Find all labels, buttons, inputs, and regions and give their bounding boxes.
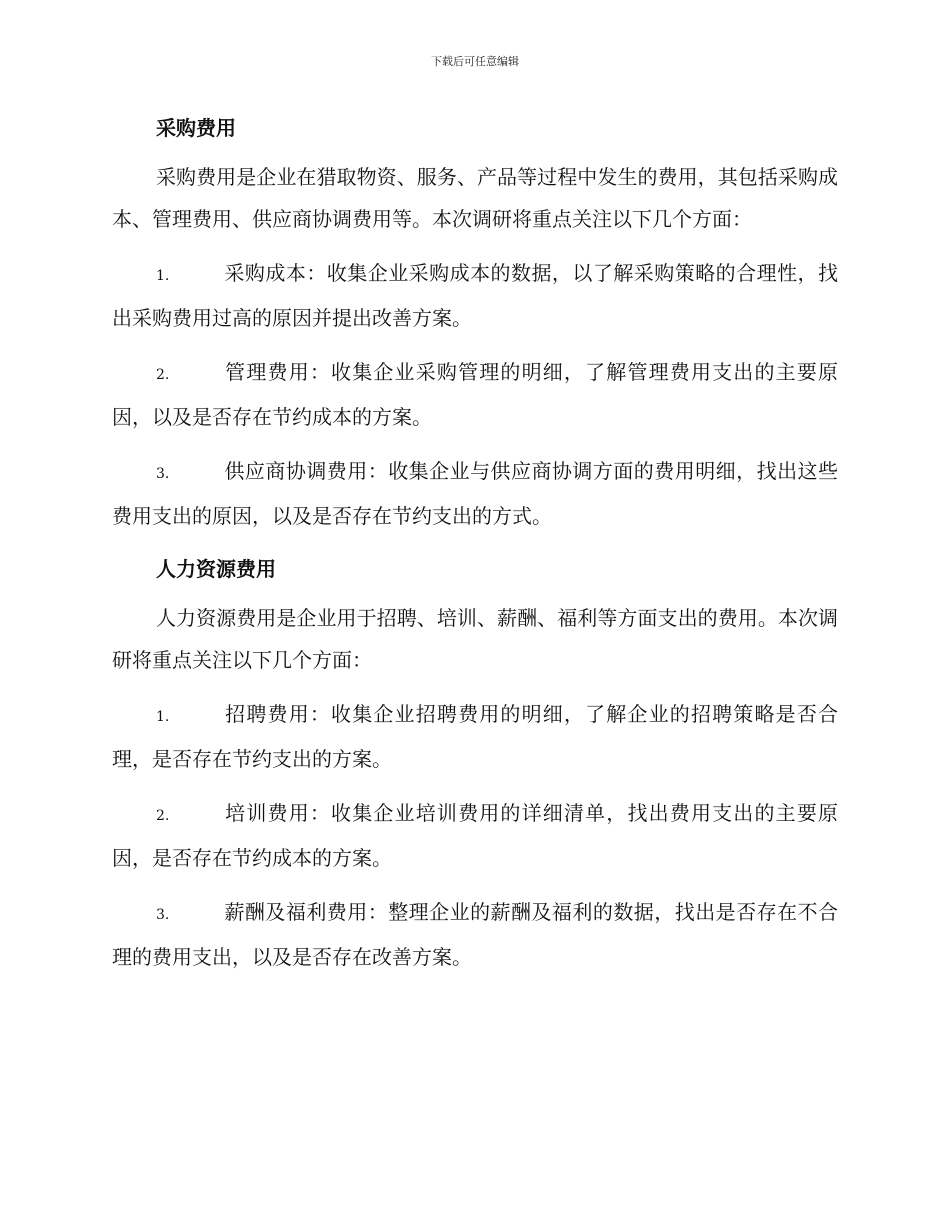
document-body — [112, 108, 838, 990]
list-number: 1. — [156, 268, 170, 284]
list-number: 1. — [156, 709, 170, 725]
procurement-list-item — [112, 351, 838, 438]
list-item-text: 薪酬及福利费用：整理企业的薪酬及福利的数据，找出是否存在不合理的费用支出，以及是否存在改善方案。 — [112, 900, 838, 969]
human-resources-list-item — [112, 891, 838, 978]
list-item-text: 招聘费用：收集企业招聘费用的明细，了解企业的招聘策略是否合理，是否存在节约支出的方案。 — [112, 702, 838, 771]
list-number: 3. — [156, 907, 170, 923]
list-number: 2. — [156, 367, 170, 383]
list-number: 2. — [156, 808, 170, 824]
list-item-text: 管理费用：收集企业采购管理的明细，了解管理费用支出的主要原因，以及是否存在节约成本的方案。 — [112, 360, 838, 429]
human-resources-list-item — [112, 693, 838, 780]
list-number: 3. — [156, 466, 170, 482]
procurement-list-item — [112, 450, 838, 537]
list-item-text: 供应商协调费用：收集企业与供应商协调方面的费用明细，找出这些费用支出的原因，以及是否存在节约支出的方式。 — [112, 459, 838, 528]
page-header-note: 下载后可任意编辑 — [431, 55, 519, 68]
procurement-list-item — [112, 252, 838, 339]
human-resources-list-item — [112, 792, 838, 879]
procurement-intro-paragraph: 采购费用是企业在猎取物资、服务、产品等过程中发生的费用，其包括采购成本、管理费用、供应商协调费用等。本次调研将重点关注以下几个方面： — [112, 165, 838, 231]
section-heading-human-resources: 人力资源费用 — [156, 557, 276, 581]
human-resources-intro-paragraph: 人力资源费用是企业用于招聘、培训、薪酬、福利等方面支出的费用。本次调研将重点关注以下几个方面： — [112, 606, 838, 672]
list-item-text: 培训费用：收集企业培训费用的详细清单，找出费用支出的主要原因，是否存在节约成本的方案。 — [112, 801, 838, 870]
section-heading-procurement: 采购费用 — [156, 116, 236, 140]
list-item-text: 采购成本：收集企业采购成本的数据，以了解采购策略的合理性，找出采购费用过高的原因并提出改善方案。 — [112, 261, 838, 330]
